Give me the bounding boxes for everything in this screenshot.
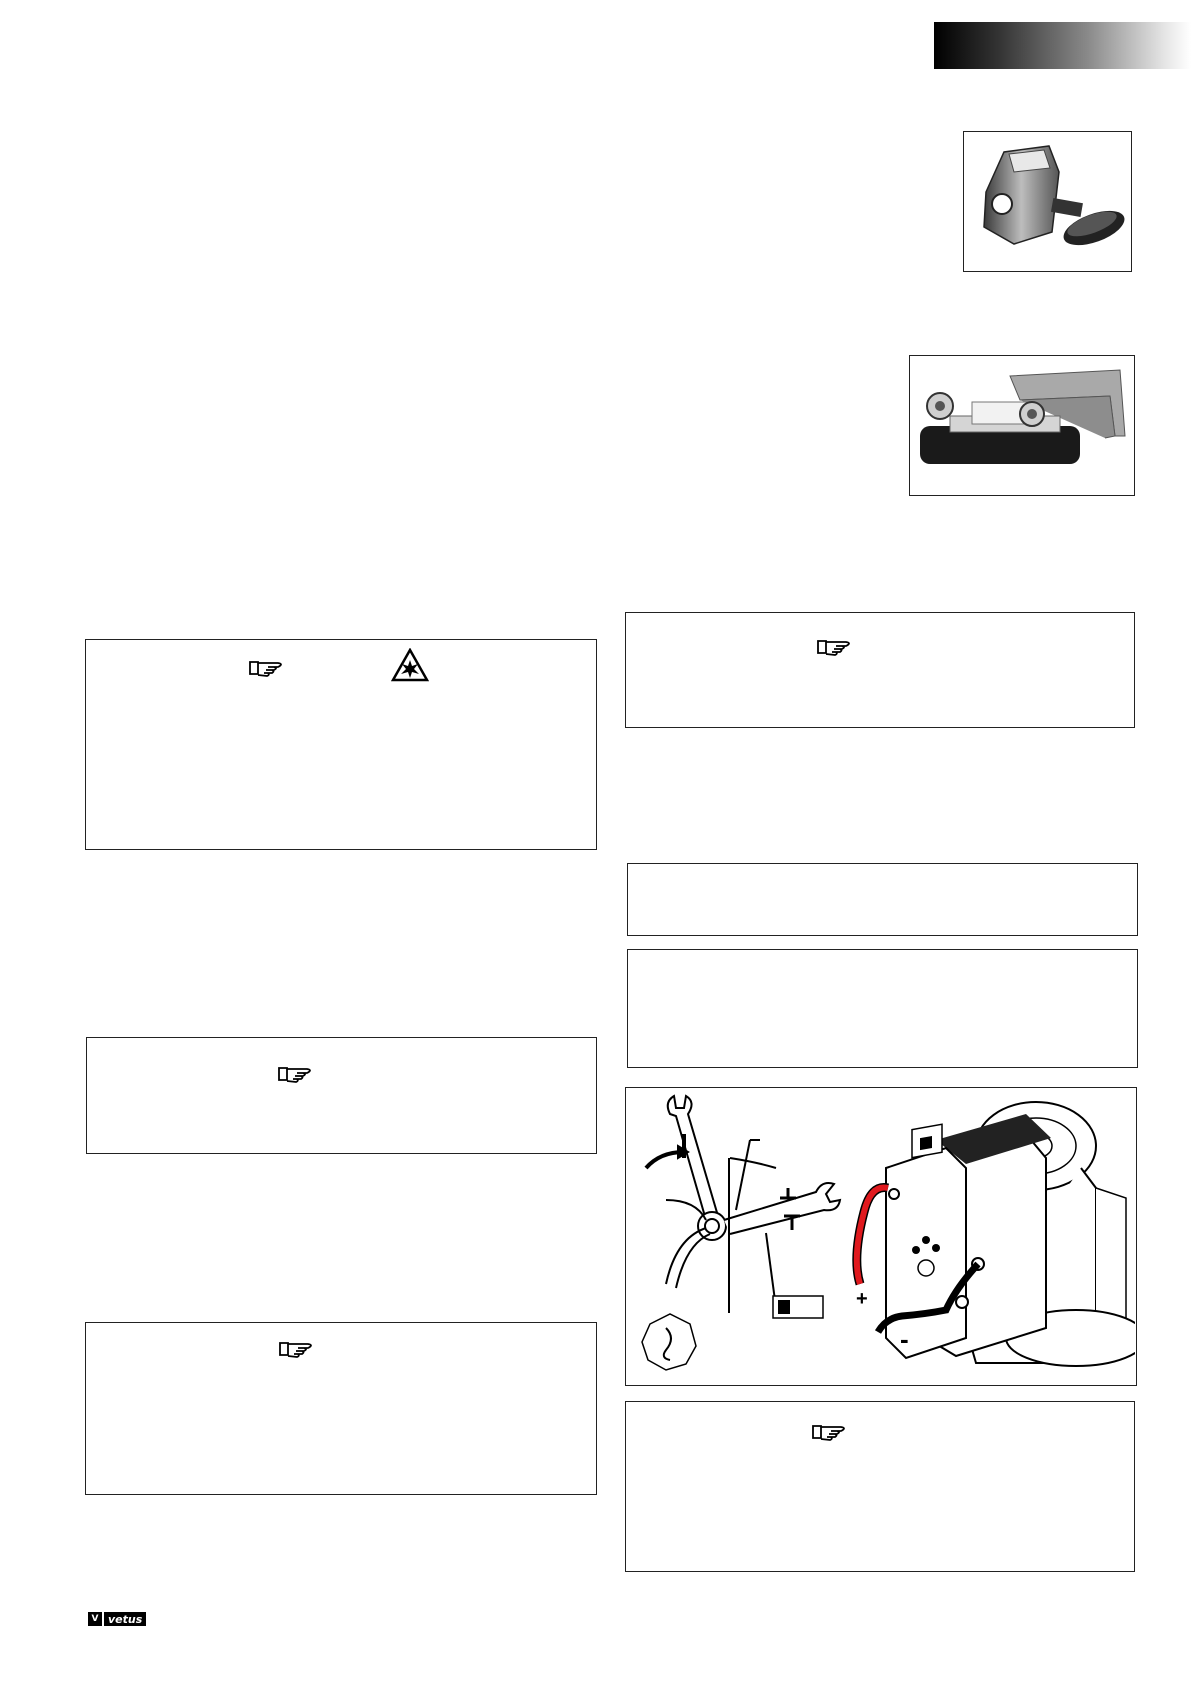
plus-terminal-label: +: [856, 1288, 868, 1310]
vetus-logo-mark-icon: V: [88, 1612, 102, 1626]
fuse-holder-photo: [909, 355, 1135, 496]
warning-box-explosion: [85, 639, 597, 850]
vetus-logo-text: vetus: [104, 1612, 146, 1626]
note-box-left-3: [85, 1322, 597, 1495]
pointing-hand-icon: [811, 1422, 849, 1442]
pointing-hand-icon: [277, 1064, 315, 1084]
info-box-right-3: [627, 949, 1138, 1068]
battery-connection-diagram: [625, 1087, 1137, 1386]
note-box-left-2: [86, 1037, 597, 1154]
vetus-logo: [88, 1612, 146, 1626]
chapter-header-bar: [934, 22, 1191, 69]
note-box-right-4: [625, 1401, 1135, 1572]
pointing-hand-icon: [816, 637, 854, 657]
motor-controller-drawing: [886, 1102, 1135, 1366]
battery-switch-photo: [963, 131, 1132, 272]
explosion-warning-icon: [391, 648, 429, 682]
info-box-right-2: [627, 863, 1138, 936]
note-box-right-1: [625, 612, 1135, 728]
pointing-hand-icon: [278, 1339, 316, 1359]
wrench-detail: [646, 1096, 840, 1313]
minus-terminal-label: -: [900, 1324, 909, 1354]
pointing-hand-icon: [248, 658, 286, 678]
